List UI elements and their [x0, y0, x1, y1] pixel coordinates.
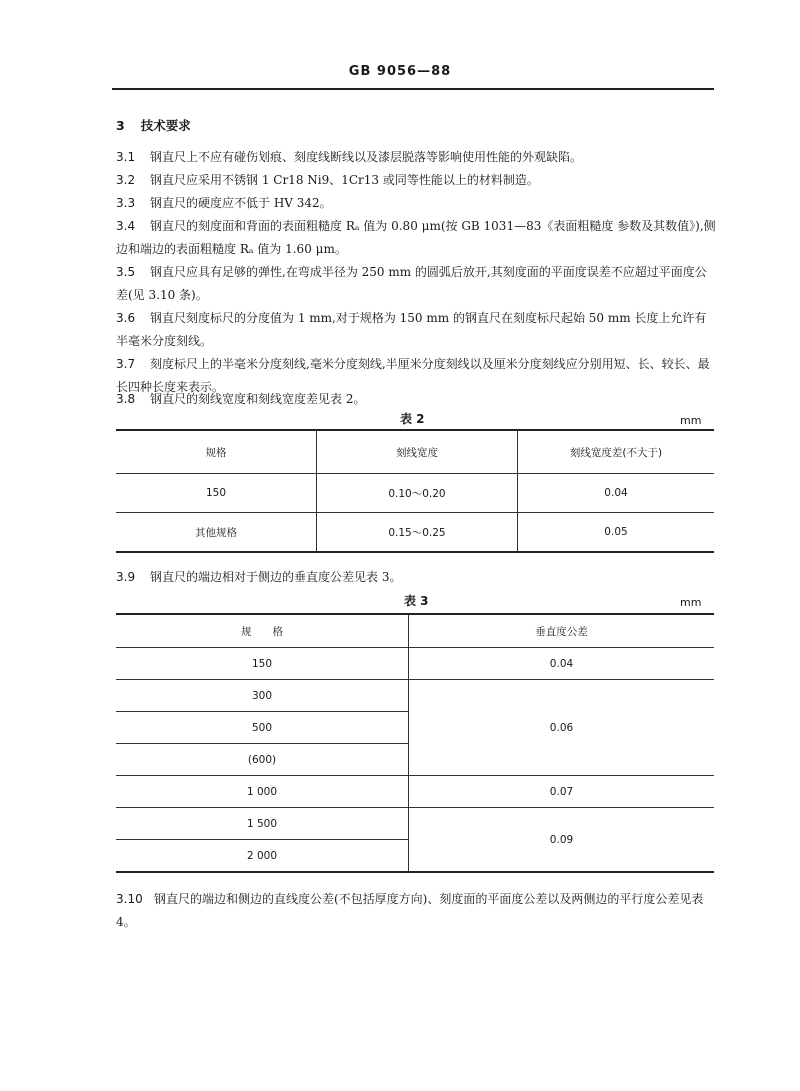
table-cell: 0.06 — [409, 680, 715, 776]
clause-3-6 — [116, 307, 716, 353]
column-header: 刻线宽度 — [317, 430, 518, 474]
table-cell: 0.07 — [409, 776, 715, 808]
table-row — [116, 808, 714, 840]
table-cell: 其他规格 — [195, 526, 237, 539]
section-title: 技术要求 — [140, 118, 191, 133]
table-cell: 0.04 — [409, 648, 715, 680]
clause-number: 3.2 — [116, 173, 136, 187]
header-rule — [112, 88, 714, 90]
clause-number: 3.5 — [116, 265, 136, 279]
table-header-row — [116, 430, 714, 474]
clause-3-4 — [116, 215, 716, 261]
table-cell: 0.15～0.25 — [317, 513, 518, 553]
table-2-caption: 表 2 — [400, 412, 425, 426]
clause-text: 钢直尺上不应有碰伤划痕、刻度线断线以及漆层脱落等影响使用性能的外观缺陷。 — [150, 150, 583, 164]
column-header: 刻线宽度差(不大于) — [518, 430, 715, 474]
clause-3-3 — [116, 192, 716, 215]
clause-number: 3.8 — [116, 392, 136, 406]
table-row — [116, 474, 714, 513]
clause-text: 钢直尺的端边相对于侧边的垂直度公差见表 3。 — [150, 570, 402, 584]
clause-number: 3.3 — [116, 196, 136, 210]
table-row — [116, 648, 714, 680]
clause-text: 钢直尺的刻线宽度和刻线宽度差见表 2。 — [150, 392, 366, 406]
clause-text: 钢直尺应具有足够的弹性,在弯成半径为 250 mm 的圆弧后放开,其刻度面的平面度误差不应超过平面度公差(见 3.10 条)。 — [116, 265, 707, 302]
column-header: 规 格 — [116, 614, 409, 648]
column-header: 规格 — [116, 430, 317, 474]
table-3 — [116, 613, 714, 873]
table-cell: 0.05 — [518, 513, 715, 553]
section-heading — [116, 116, 191, 134]
table-cell: 150 — [116, 648, 409, 680]
table-row — [116, 680, 714, 712]
table-header-row — [116, 614, 714, 648]
table-cell: 300 — [116, 680, 409, 712]
clause-text: 钢直尺的硬度应不低于 HV 342。 — [150, 196, 332, 210]
clause-text: 钢直尺刻度标尺的分度值为 1 mm,对于规格为 150 mm 的钢直尺在刻度标尺起始 50 mm 长度上允许有半毫米分度刻线。 — [116, 311, 707, 348]
table-cell: (600) — [116, 744, 409, 776]
clause-3-2 — [116, 169, 716, 192]
clause-text: 钢直尺的刻度面和背面的表面粗糙度 Rₐ 值为 0.80 μm(按 GB 1031—83《表面粗糙度 参数及其数值》),侧边和端边的表面粗糙度 Rₐ 值为 1.60 μm。 — [116, 219, 716, 256]
table-row — [116, 776, 714, 808]
section-number: 3 — [116, 118, 125, 133]
table-cell: 1 000 — [116, 776, 409, 808]
table-cell: 500 — [116, 712, 409, 744]
clause-3-5 — [116, 261, 716, 307]
clause-3-9 — [116, 566, 716, 589]
clause-number: 3.10 — [116, 892, 143, 906]
clause-text: 刻度标尺上的半毫米分度刻线,毫米分度刻线,半厘米分度刻线以及厘米分度刻线应分别用短、长、较长、最长四种长度来表示。 — [116, 357, 710, 394]
table-3-unit: mm — [680, 596, 702, 609]
clause-number: 3.7 — [116, 357, 136, 371]
clause-number: 3.9 — [116, 570, 136, 584]
clause-3-8 — [116, 388, 716, 411]
table-3-caption: 表 3 — [404, 594, 429, 608]
table-cell: 150 — [116, 474, 317, 513]
clause-number: 3.4 — [116, 219, 136, 233]
table-cell: 0.09 — [409, 808, 715, 873]
clause-3-10 — [116, 888, 716, 934]
clause-text: 钢直尺的端边和侧边的直线度公差(不包括厚度方向)、刻度面的平面度公差以及两侧边的平行度公差见表 4。 — [116, 892, 704, 929]
clause-number: 3.6 — [116, 311, 136, 325]
table-cell: 0.10～0.20 — [317, 474, 518, 513]
column-header: 垂直度公差 — [409, 614, 715, 648]
table-cell: 1 500 — [116, 808, 409, 840]
clause-3-1 — [116, 146, 716, 169]
table-cell: 0.04 — [518, 474, 715, 513]
clause-text: 钢直尺应采用不锈钢 1 Cr18 Ni9、1Cr13 或同等性能以上的材料制造。 — [150, 173, 539, 187]
table-row — [116, 513, 714, 553]
standard-code-header: GB 9056—88 — [348, 64, 452, 79]
table-2 — [116, 429, 714, 553]
table-cell: 2 000 — [246, 849, 278, 862]
table-2-unit: mm — [680, 414, 702, 427]
clause-number: 3.1 — [116, 150, 136, 164]
